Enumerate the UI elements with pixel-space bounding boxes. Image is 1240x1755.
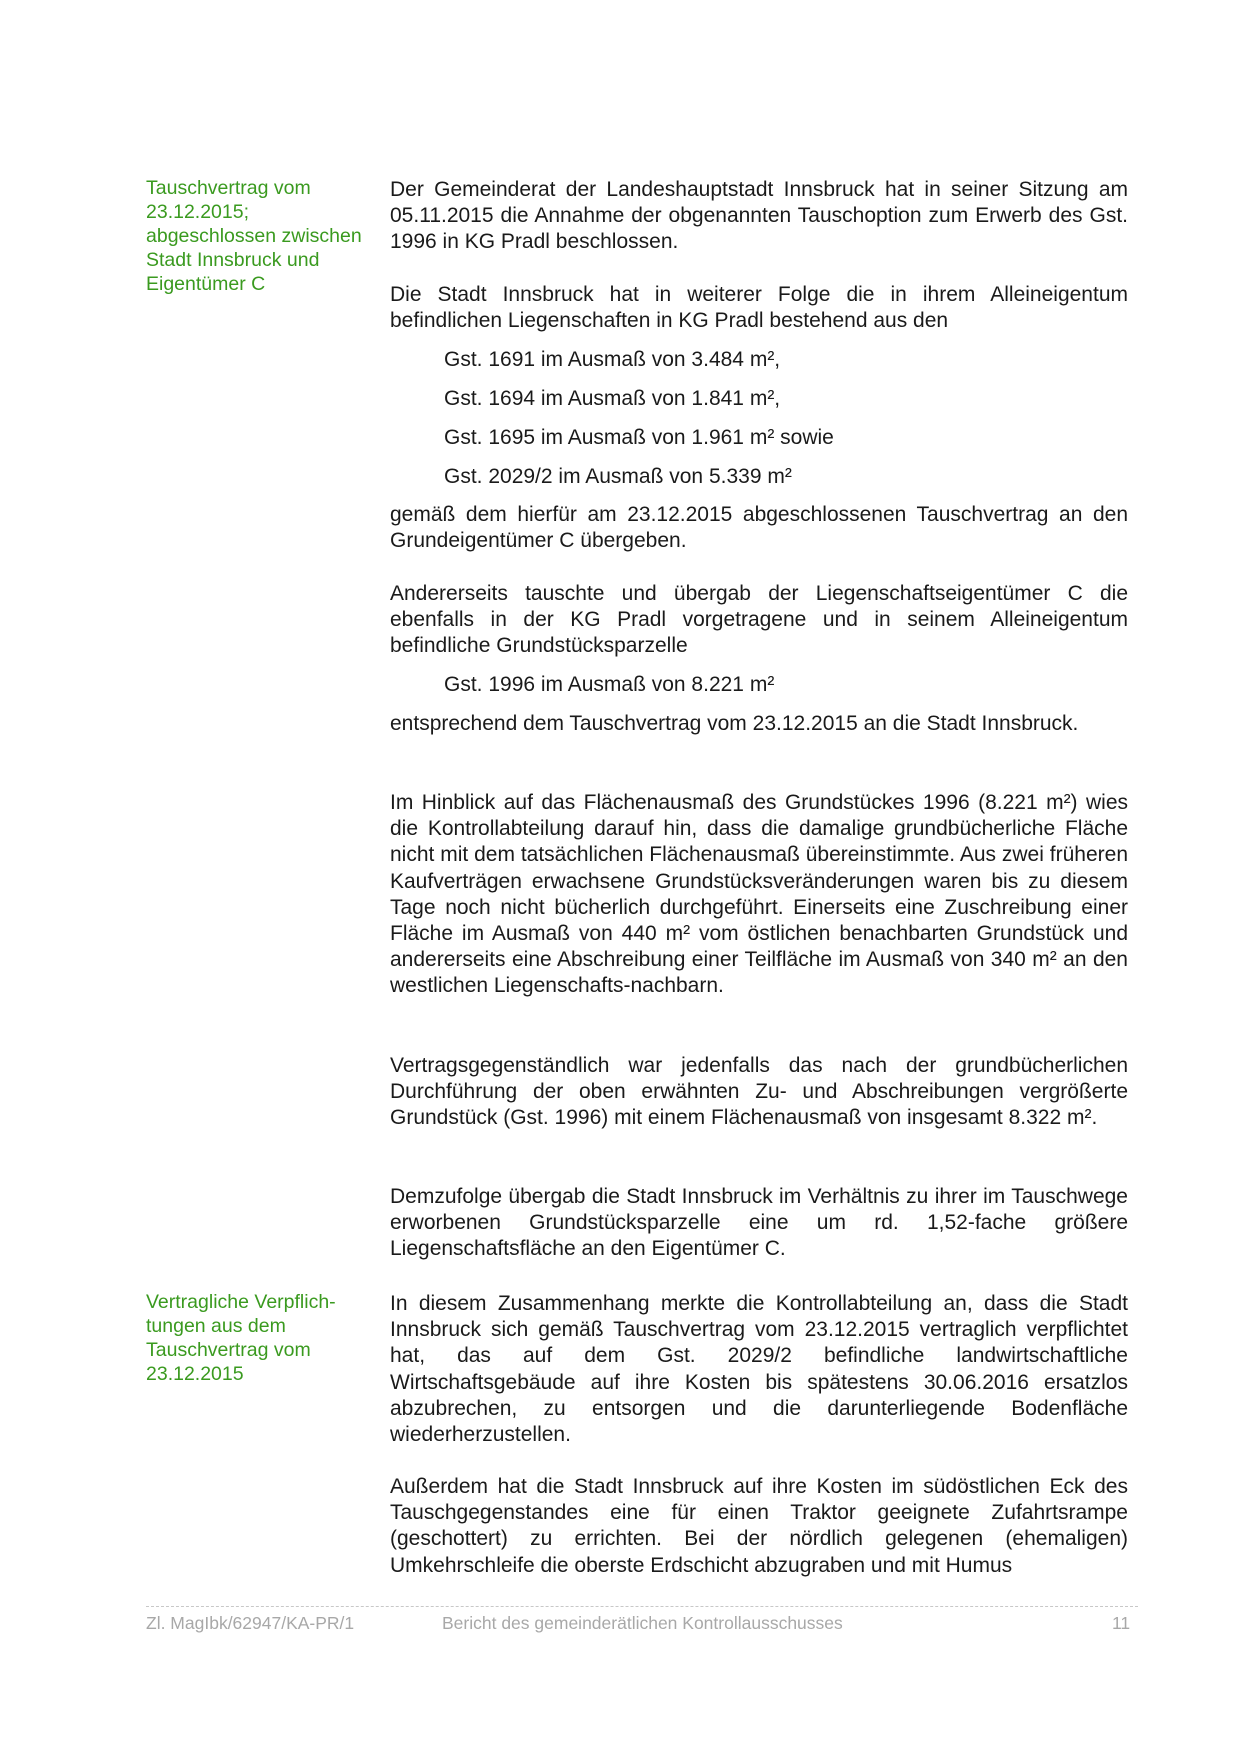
- paragraph-owner-exchange: Andererseits tauschte und übergab der Liegenschaftseigentümer C die ebenfalls in der KG Pradl vorgetragene und in seinem Alleineigentum befindliche Grundstücksparzelle: [390, 582, 1128, 658]
- paragraph-area-discrepancy: Im Hinblick auf das Flächenausmaß des Grundstückes 1996 (8.221 m²) wies die Kontrollabteilung darauf hin, dass die damalige grundbücherliche Fläche nicht mit dem tatsächlichen Flächenausmaß übereinstimmte. Aus zwei früheren Kaufverträgen erwachsene Grundstücksveränderungen waren bis zu diesem Tage noch nicht bücherlich durchgeführt. Einerseits eine Zuschreibung einer Fläche im Ausmaß von 440 m² vom östlichen benachbarten Grundstück und andererseits eine Abschreibung einer Teilfläche im Ausmaß von 340 m² an den westlichen Liegenschafts-nachbarn.: [390, 791, 1128, 998]
- parcel-item-owner-c: Gst. 1996 im Ausmaß von 8.221 m²: [444, 673, 775, 696]
- paragraph-consequence: Demzufolge übergab die Stadt Innsbruck im Verhältnis zu ihrer im Tauschwege erworbenen Grundstücksparzelle eine um rd. 1,52-fache größere Liegenschaftsfläche an den Eigentümer C.: [390, 1185, 1128, 1261]
- margin-note-exchange-contract: Tauschvertrag vom 23.12.2015; abgeschlossen zwischen Stadt Innsbruck und Eigentümer C: [146, 177, 362, 295]
- paragraph-contract-reference: entsprechend dem Tauschvertrag vom 23.12.2015 an die Stadt Innsbruck.: [390, 712, 1079, 735]
- margin-note-obligations: Vertragliche Verpflich- tungen aus dem Tauschvertrag vom 23.12.2015: [146, 1291, 336, 1385]
- paragraph-council-decision: Der Gemeinderat der Landeshauptstadt Innsbruck hat in seiner Sitzung am 05.11.2015 die Annahme der obgenannten Tauschoption zum Erwerb des Gst. 1996 in KG Pradl beschlossen.: [390, 178, 1128, 254]
- parcel-item: Gst. 1691 im Ausmaß von 3.484 m²,: [444, 348, 781, 371]
- paragraph-handover: gemäß dem hierfür am 23.12.2015 abgeschlossenen Tauschvertrag an den Grundeigentümer C übergeben.: [390, 503, 1128, 553]
- paragraph-city-properties: Die Stadt Innsbruck hat in weiterer Folge die in ihrem Alleineigentum befindlichen Liegenschaften in KG Pradl bestehend aus den: [390, 283, 1128, 333]
- paragraph-access-ramp: Außerdem hat die Stadt Innsbruck auf ihre Kosten im südöstlichen Eck des Tauschgegenstandes eine für einen Traktor geeignete Zufahrtsrampe (geschottert) zu errichten. Bei der nördlich gelegenen (ehemaligen) Umkehrschleife die oberste Erdschicht abzugraben und mit Humus: [390, 1475, 1128, 1577]
- parcel-item: Gst. 1694 im Ausmaß von 1.841 m²,: [444, 387, 781, 410]
- footer-report-title: Bericht des gemeinderätlichen Kontrollausschusses: [442, 1613, 843, 1633]
- footer-divider: [146, 1606, 1138, 1607]
- parcel-item: Gst. 2029/2 im Ausmaß von 5.339 m²: [444, 465, 792, 488]
- paragraph-contract-subject: Vertragsgegenständlich war jedenfalls das nach der grundbücherlichen Durchführung der oben erwähnten Zu- und Abschreibungen vergrößerte Grundstück (Gst. 1996) mit einem Flächenausmaß von insgesamt 8.322 m².: [390, 1054, 1128, 1130]
- paragraph-demolition-obligation: In diesem Zusammenhang merkte die Kontrollabteilung an, dass die Stadt Innsbruck sich gemäß Tauschvertrag vom 23.12.2015 vertraglich verpflichtet hat, das auf dem Gst. 2029/2 befindliche landwirtschaftliche Wirtschaftsgebäude auf ihre Kosten bis spätestens 30.06.2016 ersatzlos abzubrechen, zu entsorgen und die darunterliegende Bodenfläche wiederherzustellen.: [390, 1292, 1128, 1447]
- parcel-item: Gst. 1695 im Ausmaß von 1.961 m² sowie: [444, 426, 834, 449]
- footer-reference: Zl. MagIbk/62947/KA-PR/1: [146, 1613, 355, 1633]
- footer-page-number: 11: [1112, 1613, 1131, 1633]
